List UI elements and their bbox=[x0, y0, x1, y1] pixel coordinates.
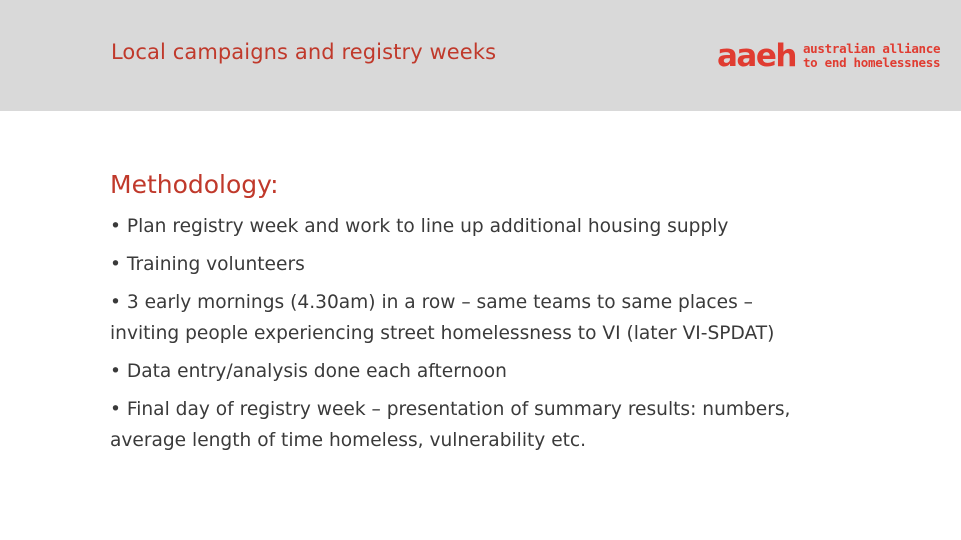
bullet-item: • Training volunteers bbox=[110, 254, 305, 275]
content-area bbox=[110, 168, 810, 463]
bullet-item: • Plan registry week and work to line up additional housing supply bbox=[110, 216, 729, 237]
logo-line-1: australian alliance bbox=[802, 41, 941, 56]
section-heading: Methodology: bbox=[110, 170, 279, 199]
logo-line-2: to end homelessness bbox=[802, 55, 941, 70]
slide-title: Local campaigns and registry weeks bbox=[111, 40, 497, 64]
logo-mark: aaeh bbox=[717, 38, 796, 74]
logo-wordmark bbox=[803, 42, 940, 70]
aaeh-logo bbox=[717, 40, 940, 72]
bullet-item: • Data entry/analysis done each afternoon bbox=[110, 361, 507, 382]
bullet-item: • Final day of registry week – presentation of summary results: numbers, average length of time homeless, vulnerability etc. bbox=[110, 399, 791, 451]
bullet-list bbox=[110, 211, 810, 456]
bullet-item: • 3 early mornings (4.30am) in a row – same teams to same places – inviting people experiencing street homelessness to VI (later VI-SPDAT) bbox=[110, 292, 775, 344]
header-band bbox=[0, 0, 961, 111]
